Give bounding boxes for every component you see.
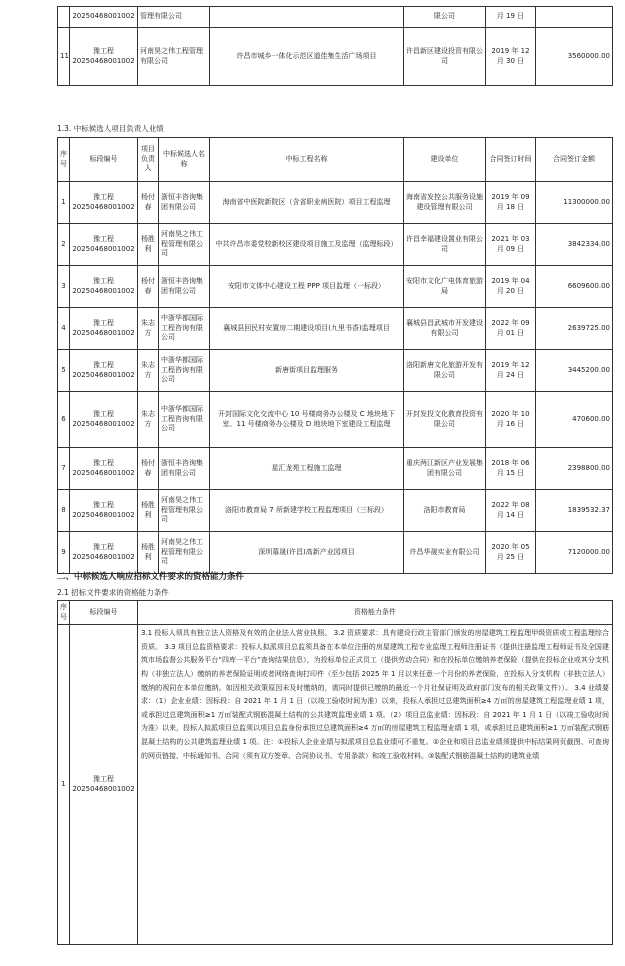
- cell-owner: 襄城县昌武城市开发建设有限公司: [404, 308, 486, 350]
- cell-no: 4: [58, 308, 70, 350]
- cell-amount: 2639725.00: [536, 308, 613, 350]
- cell-amount: [536, 7, 613, 28]
- table-row: [58, 392, 613, 448]
- qualification-table: [57, 600, 613, 945]
- code-prefix: 豫工程: [93, 543, 114, 552]
- cell-project: 星汇龙苑工程施工监理: [210, 448, 404, 490]
- cell-no: 11: [58, 28, 70, 86]
- cell-manager: 杨付春: [138, 448, 159, 490]
- code-number: 20250468001002: [72, 419, 135, 428]
- code-number: 20250468001002: [72, 552, 135, 561]
- cell-manager: 杨付春: [138, 266, 159, 308]
- table-row: [58, 308, 613, 350]
- code-number: 20250468001002: [72, 328, 135, 337]
- cell-date: 2022 年 08 月 14 日: [486, 490, 536, 532]
- cell-owner: 限公司: [404, 7, 486, 28]
- table-row: [58, 224, 613, 266]
- code-prefix: 豫工程: [93, 193, 114, 202]
- section-title-2-1: 2.1 招标文件要求的资格能力条件: [57, 588, 169, 597]
- header-conditions: 资格能力条件: [138, 601, 613, 625]
- header-code: 标段编号: [70, 601, 138, 625]
- cell-manager: 杨胜利: [138, 224, 159, 266]
- table-row: [58, 625, 613, 945]
- cell-no: 7: [58, 448, 70, 490]
- cell-candidate: 中浙华都国际工程咨询有限公司: [159, 392, 210, 448]
- cell-amount: 6609600.00: [536, 266, 613, 308]
- cell-date: 2019 年 04 月 20 日: [486, 266, 536, 308]
- cell-date: 2018 年 06 月 15 日: [486, 448, 536, 490]
- cell-manager: 朱志方: [138, 308, 159, 350]
- cell-candidate: 浙恒丰咨询集团有限公司: [159, 266, 210, 308]
- code-number: 20250468001002: [72, 286, 135, 295]
- cell-code: [70, 625, 138, 945]
- cell-code: [70, 308, 138, 350]
- header-candidate: 中标候选人名称: [159, 138, 210, 182]
- qualification-text: 3.1 投标人须具有独立法人资格及有效的企业法人营业执照。 3.2 资质要求：具有建设行政主管部门颁发的房屋建筑工程监理甲级资质或工程监理综合资质。 3.3 项目总监资格要求：投标人拟派项目总监须具备在本单位注册的房屋建筑工程专业监理工程师注册证书（提供注册监理工程师证书及全国建筑市场监督公共服务平台“四库一平台”查询结果信息），为投标单位正式员工（提供劳动合同）和在投标单位缴纳养老保险（提供在投标企业或其分支机构（非独立法人）缴纳的养老保险证明或者网络查询打印件（至少包括 2025 年 1 月以来任意一个月份的养老保险，在投标人分支机构（非独立法人）缴纳的视同在本单位缴纳。如因相关政策原因未及时缴纳的，需同时提供已缴纳的最近一个月社保证明及政府部门发布的相关政策文件））。 3.4 业绩要求：（1）企业业绩：因标段：自 2021 年 1 月 1 日（以竣工验收时间为准）以来，投标人承担过总建筑面积≥4 万㎡的房屋建筑工程监理业绩 1 项，或承担过总建筑面积≥1 万㎡装配式钢筋混凝土结构的公共建筑监理业绩 1 项。（2）项目总监业绩：因标段：自 2021 年 1 月 1 日（以竣工验收时间为准）以来，投标人拟派项目总监须以项目总监身份承担过总建筑面积≥4 万㎡的房屋建筑工程监理业绩 1 项，或承担过总建筑面积≥1 万㎡装配式钢筋混凝土结构的公共建筑监理业绩 1 项。注：①投标人企业业绩与拟派项目总监业绩可不重复。②企业和项目总监业绩须提供中标结果网页截图、可查询的网页链接、中标通知书、合同（须有双方签章、合同协议书、专用条款）和竣工验收材料。③装配式钢筋混凝土结构的建筑业绩: [138, 625, 613, 945]
- performance-table-continued: [57, 6, 613, 86]
- cell-code: [70, 448, 138, 490]
- code-prefix: 豫工程: [93, 277, 114, 286]
- table-row: [58, 350, 613, 392]
- cell-candidate: 浙恒丰咨询集团有限公司: [159, 448, 210, 490]
- cell-owner: 海南省发控公共服务设施建设管理有限公司: [404, 182, 486, 224]
- cell-date: 2022 年 09 月 01 日: [486, 308, 536, 350]
- table-row: [58, 532, 613, 574]
- cell-manager: 杨胜利: [138, 490, 159, 532]
- cell-owner: 安阳市文化广电体育旅游局: [404, 266, 486, 308]
- cell-project: 许昌市城乡一体化示范区道佳集生活广场项目: [210, 28, 404, 86]
- code-prefix: 豫工程: [93, 410, 114, 419]
- cell-no: [58, 7, 70, 28]
- header-no: 序号: [58, 601, 70, 625]
- cell-owner: 重庆两江新区产业发展集团有限公司: [404, 448, 486, 490]
- cell-code: [70, 532, 138, 574]
- cell-project: 洛阳市教育局 7 所新建学校工程监理项目（三标段）: [210, 490, 404, 532]
- cell-candidate: 河南昊之伟工程管理有限公司: [159, 490, 210, 532]
- table-header-row: [58, 138, 613, 182]
- cell-no: 9: [58, 532, 70, 574]
- cell-manager: 朱志方: [138, 392, 159, 448]
- code-prefix: 豫工程: [93, 459, 114, 468]
- code-prefix: 豫工程: [93, 775, 114, 784]
- cell-amount: 3560000.00: [536, 28, 613, 86]
- cell-owner: 许昌新区建设投资有限公司: [404, 28, 486, 86]
- table-row: [58, 490, 613, 532]
- cell-candidate: 中浙华都国际工程咨询有限公司: [159, 308, 210, 350]
- cell-project: 开封国际文化交流中心 10 号楼商务办公楼及 C 地块地下室、11 号楼商务办公楼及 D 地块地下室建设工程监理: [210, 392, 404, 448]
- cell-amount: 470600.00: [536, 392, 613, 448]
- code-number: 20250468001002: [72, 468, 135, 477]
- cell-project: 中共许昌市委党校新校区建设项目施工及监理（监理标段）: [210, 224, 404, 266]
- cell-no: 1: [58, 625, 70, 945]
- cell-no: 8: [58, 490, 70, 532]
- header-owner: 建设单位: [404, 138, 486, 182]
- cell-code: [70, 392, 138, 448]
- cell-owner: 许昌幸福建设置业有限公司: [404, 224, 486, 266]
- cell-code: [70, 28, 138, 86]
- header-date: 合同签订时间: [486, 138, 536, 182]
- code-number: 20250468001002: [72, 244, 135, 253]
- cell-manager: 朱志方: [138, 350, 159, 392]
- cell-amount: 3445200.00: [536, 350, 613, 392]
- header-no: 序号: [58, 138, 70, 182]
- cell-owner: 洛阳市教育局: [404, 490, 486, 532]
- header-code: 标段编号: [70, 138, 138, 182]
- cell-code: [70, 182, 138, 224]
- section-title-1-3: 1.3. 中标候选人项目负责人业绩: [57, 124, 164, 133]
- code-prefix: 豫工程: [93, 501, 114, 510]
- table-row: [58, 266, 613, 308]
- cell-candidate: 浙恒丰咨询集团有限公司: [159, 182, 210, 224]
- cell-project: 海南省中医院新院区（含省职业病医院）项目工程监理: [210, 182, 404, 224]
- code-number: 20250468001002: [72, 202, 135, 211]
- cell-amount: 3842334.00: [536, 224, 613, 266]
- table-header-row: [58, 601, 613, 625]
- table-row: [58, 28, 613, 86]
- code-number: 20250468001002: [72, 510, 135, 519]
- cell-date: 2019 年 12 月 24 日: [486, 350, 536, 392]
- cell-code: [70, 224, 138, 266]
- cell-amount: 2398800.00: [536, 448, 613, 490]
- cell-code: [70, 490, 138, 532]
- header-project: 中标工程名称: [210, 138, 404, 182]
- cell-date: 2020 年 10 月 16 日: [486, 392, 536, 448]
- cell-project: 新唐街项目监理服务: [210, 350, 404, 392]
- cell-amount: 11300000.00: [536, 182, 613, 224]
- cell-project: [210, 7, 404, 28]
- cell-date: 月 19 日: [486, 7, 536, 28]
- cell-manager: 杨付春: [138, 182, 159, 224]
- table-row: [58, 182, 613, 224]
- cell-candidate: 河南昊之伟工程管理有限公司: [138, 28, 210, 86]
- table-row: [58, 448, 613, 490]
- cell-candidate: 管理有限公司: [138, 7, 210, 28]
- cell-no: 3: [58, 266, 70, 308]
- cell-no: 2: [58, 224, 70, 266]
- cell-code: [70, 350, 138, 392]
- cell-no: 1: [58, 182, 70, 224]
- cell-candidate: 中浙华都国际工程咨询有限公司: [159, 350, 210, 392]
- code-number: 20250468001002: [72, 784, 135, 793]
- code-prefix: 豫工程: [93, 235, 114, 244]
- cell-date: 2021 年 03 月 09 日: [486, 224, 536, 266]
- cell-candidate: 河南昊之伟工程管理有限公司: [159, 532, 210, 574]
- cell-amount: 7120000.00: [536, 532, 613, 574]
- cell-owner: 许昌华晟实业有限公司: [404, 532, 486, 574]
- cell-no: 5: [58, 350, 70, 392]
- cell-date: 2019 年 09 月 18 日: [486, 182, 536, 224]
- cell-owner: 洛阳新唐文化旅游开发有限公司: [404, 350, 486, 392]
- manager-performance-table: [57, 137, 613, 574]
- cell-code: [70, 266, 138, 308]
- cell-date: 2019 年 12 月 30 日: [486, 28, 536, 86]
- cell-manager: 杨胜利: [138, 532, 159, 574]
- code-number: 20250468001002: [72, 56, 135, 65]
- cell-project: 安阳市文体中心建设工程 PPP 项目监理（一标段）: [210, 266, 404, 308]
- cell-project: 襄城县回民村安置房二期建设项目(九里书香)监理项目: [210, 308, 404, 350]
- cell-owner: 开封发投文化教育投资有限公司: [404, 392, 486, 448]
- code-prefix: 豫工程: [93, 319, 114, 328]
- cell-amount: 1839532.37: [536, 490, 613, 532]
- section-title-2: 二、中标候选人响应招标文件要求的资格能力条件: [57, 572, 245, 582]
- code-prefix: 豫工程: [93, 47, 114, 56]
- header-manager: 项目负责人: [138, 138, 159, 182]
- cell-date: 2020 年 05 月 25 日: [486, 532, 536, 574]
- table-row: [58, 7, 613, 28]
- manager-performance-rows: [58, 182, 613, 574]
- cell-code: 20250468001002: [70, 7, 138, 28]
- header-amount: 合同签订金额: [536, 138, 613, 182]
- cell-project: 深圳慕晟(许昌)高新产业园项目: [210, 532, 404, 574]
- cell-candidate: 河南昊之伟工程管理有限公司: [159, 224, 210, 266]
- cell-no: 6: [58, 392, 70, 448]
- code-number: 20250468001002: [72, 370, 135, 379]
- code-prefix: 豫工程: [93, 361, 114, 370]
